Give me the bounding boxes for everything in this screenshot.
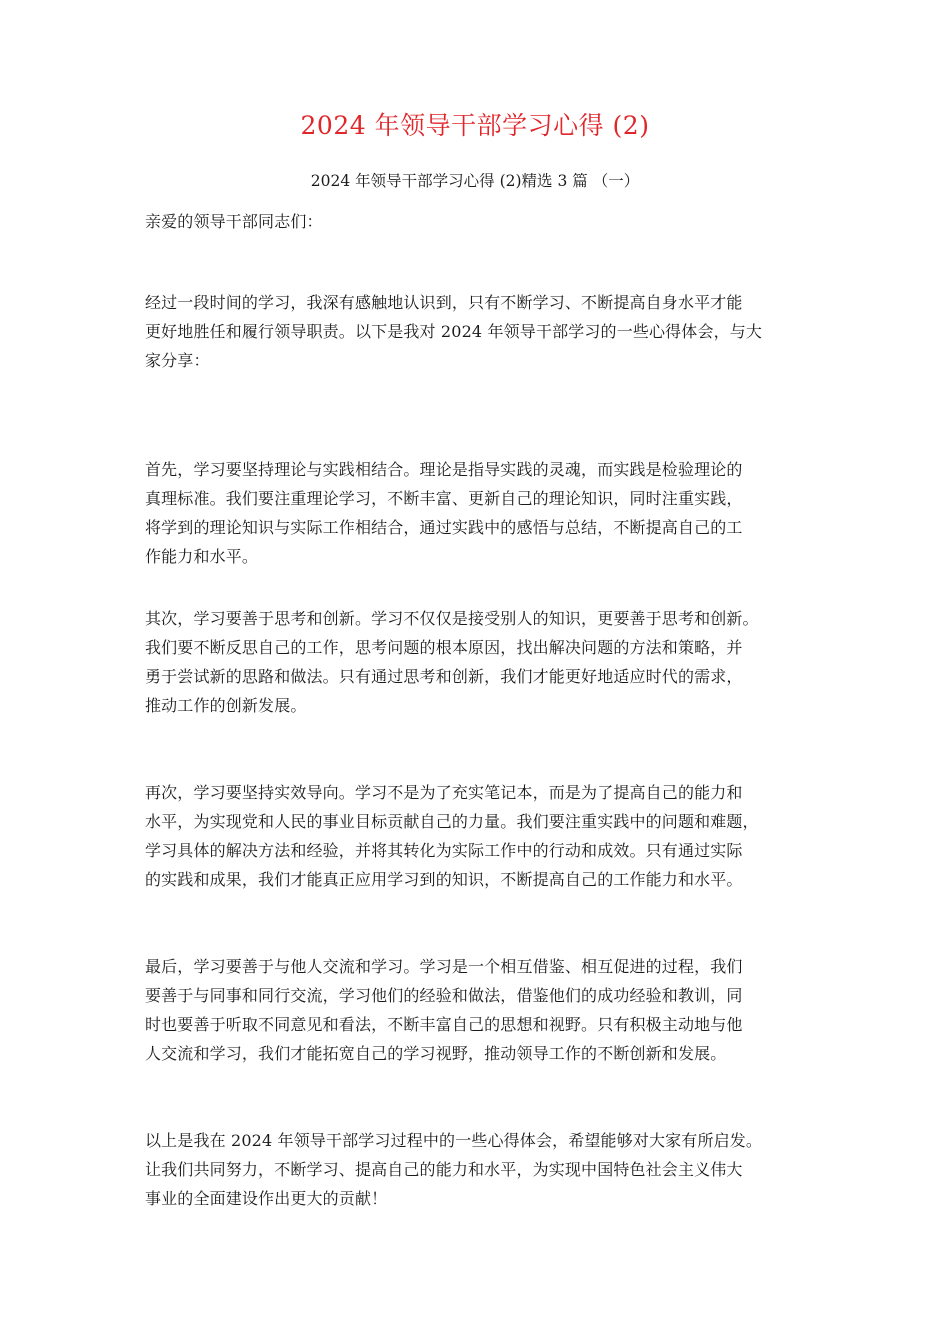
paragraph-line: 勇于尝试新的思路和做法。只有通过思考和创新，我们才能更好地适应时代的需求， xyxy=(145,667,743,686)
paragraph-line: 推动工作的创新发展。 xyxy=(145,696,307,715)
paragraph-line: 学习具体的解决方法和经验，并将其转化为实际工作中的行动和成效。只有通过实际 xyxy=(145,841,743,860)
paragraph-fourth xyxy=(145,952,845,1068)
paragraph-line: 时也要善于听取不同意见和看法，不断丰富自己的思想和视野。只有积极主动地与他 xyxy=(145,1015,743,1034)
paragraph-intro xyxy=(145,288,845,375)
paragraph-line: 真理标准。我们要注重理论学习，不断丰富、更新自己的理论知识，同时注重实践， xyxy=(145,489,743,508)
paragraph-line: 的实践和成果，我们才能真正应用学习到的知识，不断提高自己的工作能力和水平。 xyxy=(145,870,743,889)
paragraph-first xyxy=(145,455,845,571)
paragraph-line: 更好地胜任和履行领导职责。以下是我对 2024 年领导干部学习的一些心得体会，与大 xyxy=(145,322,763,341)
paragraph-line: 经过一段时间的学习，我深有感触地认识到，只有不断学习、不断提高自身水平才能 xyxy=(145,293,743,312)
paragraph-third xyxy=(145,778,845,894)
paragraph-line: 首先，学习要坚持理论与实践相结合。理论是指导实践的灵魂，而实践是检验理论的 xyxy=(145,460,743,479)
paragraph-line: 水平，为实现党和人民的事业目标贡献自己的力量。我们要注重实践中的问题和难题， xyxy=(145,812,759,831)
paragraph-line: 人交流和学习，我们才能拓宽自己的学习视野，推动领导工作的不断创新和发展。 xyxy=(145,1044,727,1063)
document-title: 2024 年领导干部学习心得 (2) xyxy=(300,111,650,140)
paragraph-conclusion xyxy=(145,1126,845,1213)
document-subtitle: 2024 年领导干部学习心得 (2)精选 3 篇 （一） xyxy=(310,172,640,190)
salutation xyxy=(145,207,845,236)
salutation-text: 亲爱的领导干部同志们： xyxy=(145,212,323,231)
paragraph-line: 最后，学习要善于与他人交流和学习。学习是一个相互借鉴、相互促进的过程，我们 xyxy=(145,957,743,976)
paragraph-line: 我们要不断反思自己的工作，思考问题的根本原因，找出解决问题的方法和策略，并 xyxy=(145,638,743,657)
paragraph-line: 家分享： xyxy=(145,351,210,370)
paragraph-line: 其次，学习要善于思考和创新。学习不仅仅是接受别人的知识，更要善于思考和创新。 xyxy=(145,609,759,628)
paragraph-line: 要善于与同事和同行交流，学习他们的经验和做法，借鉴他们的成功经验和教训，同 xyxy=(145,986,743,1005)
paragraph-line: 将学到的理论知识与实际工作相结合，通过实践中的感悟与总结，不断提高自己的工 xyxy=(145,518,743,537)
paragraph-line: 作能力和水平。 xyxy=(145,547,259,566)
paragraph-line: 再次，学习要坚持实效导向。学习不是为了充实笔记本，而是为了提高自己的能力和 xyxy=(145,783,743,802)
paragraph-second xyxy=(145,604,845,720)
paragraph-line: 让我们共同努力，不断学习、提高自己的能力和水平，为实现中国特色社会主义伟大 xyxy=(145,1160,743,1179)
paragraph-line: 以上是我在 2024 年领导干部学习过程中的一些心得体会，希望能够对大家有所启发。 xyxy=(145,1131,763,1150)
paragraph-line: 事业的全面建设作出更大的贡献！ xyxy=(145,1189,388,1208)
